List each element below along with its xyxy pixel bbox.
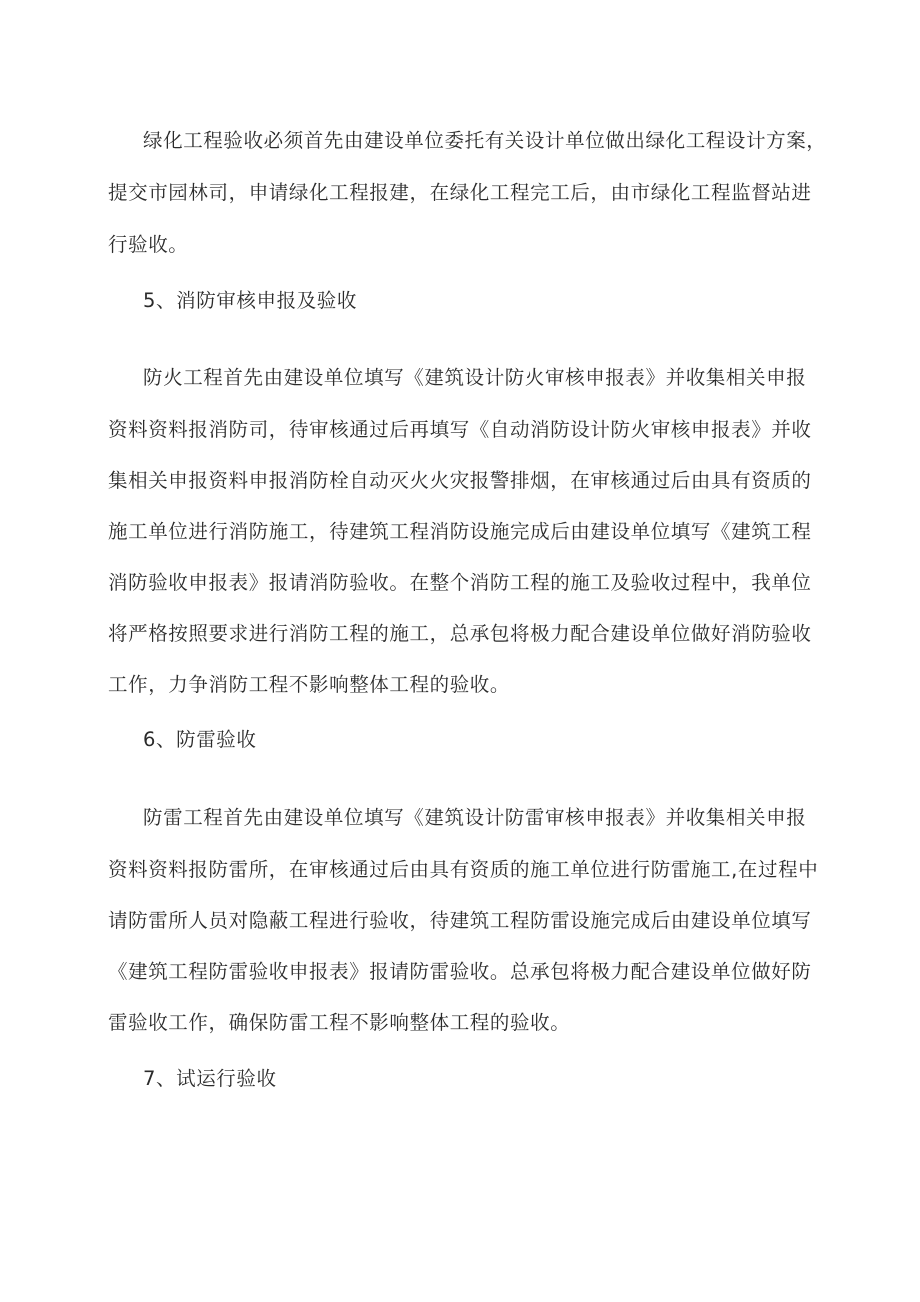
section-heading-7: 7、试运行验收 bbox=[143, 1067, 277, 1090]
paragraph-line: 雷验收工作，确保防雷工程不影响整体工程的验收。 bbox=[108, 1011, 571, 1034]
paragraph-line: 集相关申报资料申报消防栓自动灭火火灾报警排烟，在审核通过后由具有资质的 bbox=[108, 469, 812, 492]
paragraph-line: 施工单位进行消防施工，待建筑工程消防设施完成后由建设单位填写《建筑工程 bbox=[108, 520, 812, 543]
paragraph-line: 《建筑工程防雷验收申报表》报请防雷验收。总承包将极力配合建设单位做好防 bbox=[108, 960, 812, 983]
section-heading-5: 5、消防审核申报及验收 bbox=[143, 289, 358, 312]
paragraph-line: 提交市园林司，申请绿化工程报建，在绿化工程完工后，由市绿化工程监督站进 bbox=[108, 181, 812, 204]
paragraph-line: 请防雷所人员对隐蔽工程进行验收，待建筑工程防雷设施完成后由建设单位填写 bbox=[108, 909, 812, 932]
section-heading-6: 6、防雷验收 bbox=[143, 728, 257, 751]
paragraph-line: 绿化工程验收必须首先由建设单位委托有关设计单位做出绿化工程设计方案， bbox=[143, 129, 827, 152]
paragraph-line: 行验收。 bbox=[108, 233, 189, 256]
paragraph-line: 防火工程首先由建设单位填写《建筑设计防火审核申报表》并收集相关申报 bbox=[143, 366, 807, 389]
paragraph-line: 防雷工程首先由建设单位填写《建筑设计防雷审核申报表》并收集相关申报 bbox=[143, 806, 807, 829]
paragraph-line: 资料资料报防雷所，在审核通过后由具有资质的施工单位进行防雷施工,在过程中 bbox=[108, 858, 819, 881]
paragraph-line: 工作，力争消防工程不影响整体工程的验收。 bbox=[108, 673, 511, 696]
paragraph-line: 资料资料报消防司，待审核通过后再填写《自动消防设计防火审核申报表》并收 bbox=[108, 418, 812, 441]
paragraph-line: 将严格按照要求进行消防工程的施工，总承包将极力配合建设单位做好消防验收 bbox=[108, 622, 812, 645]
paragraph-line: 消防验收申报表》报请消防验收。在整个消防工程的施工及验收过程中，我单位 bbox=[108, 571, 812, 594]
